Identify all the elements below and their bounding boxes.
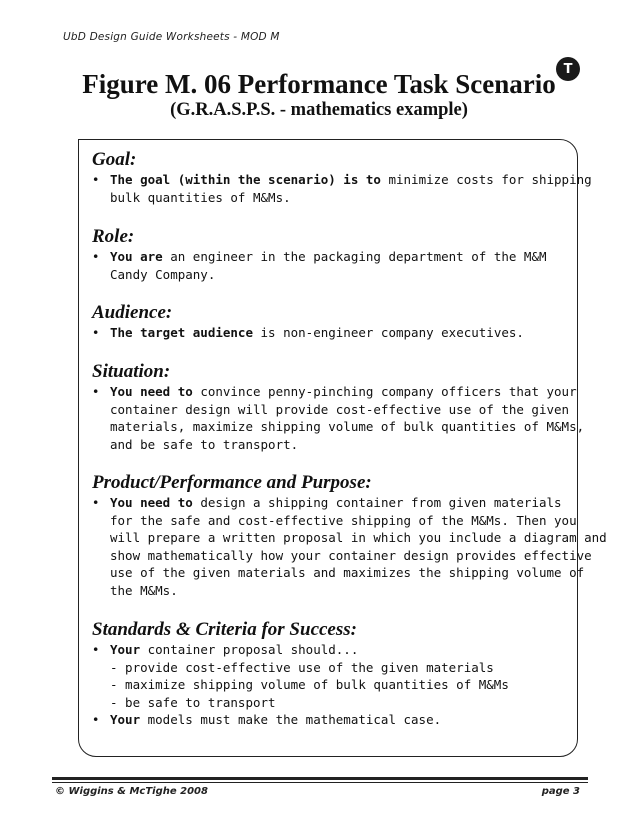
section-heading: Standards & Criteria for Success: bbox=[92, 619, 357, 640]
section-heading: Goal: bbox=[92, 149, 137, 170]
page-number: page 3 bbox=[541, 786, 580, 797]
section-audience bbox=[92, 302, 572, 342]
section-heading: Product/Performance and Purpose: bbox=[92, 472, 372, 493]
t-badge-icon: T bbox=[556, 57, 580, 81]
section-heading: Situation: bbox=[92, 361, 171, 382]
bullet-item: • The goal (within the scenario) is to minimize costs for shipping bulk quantities of M&Ms. bbox=[92, 171, 572, 206]
section-situation bbox=[92, 361, 585, 453]
section-heading: Audience: bbox=[92, 302, 173, 323]
page-title: Figure M. 06 Performance Task Scenario bbox=[82, 69, 556, 99]
section-product bbox=[92, 472, 607, 599]
section-heading: Role: bbox=[92, 226, 135, 247]
copyright: © Wiggins & McTighe 2008 bbox=[55, 786, 208, 797]
section-role bbox=[92, 226, 572, 283]
bullet-item: • You need to design a shipping container from given materials for the safe and cost-effective shipping of the M&Ms. Then you will prepare a written proposal in which you include a diagram and show mathematically how your container design provides effective use of the given materials and maximizes the shipping volume of the M&Ms. bbox=[92, 494, 572, 599]
bullet-item: • You need to convince penny-pinching company officers that your container design will provide cost-effective use of the given materials, maximize shipping volume of bulk quantities of M&Ms, and be safe to transport. bbox=[92, 383, 572, 453]
running-header: UbD Design Guide Worksheets - MOD M bbox=[63, 31, 280, 43]
footer-rule-thin bbox=[52, 782, 588, 783]
footer-rule-thick bbox=[52, 777, 588, 780]
bullet-item: • You are an engineer in the packaging department of the M&M Candy Company. bbox=[92, 248, 572, 283]
page-subtitle: (G.R.A.S.P.S. - mathematics example) bbox=[170, 100, 468, 120]
bullet-item: • Your models must make the mathematical case. bbox=[92, 711, 572, 729]
section-goal bbox=[92, 149, 592, 206]
bullet-item: • The target audience is non-engineer company executives. bbox=[92, 324, 572, 342]
bullet-item: • Your container proposal should... - provide cost-effective use of the given materials - maximize shipping volume of bulk quantities of M&Ms - be safe to transport bbox=[92, 641, 572, 711]
section-standards bbox=[92, 619, 572, 729]
